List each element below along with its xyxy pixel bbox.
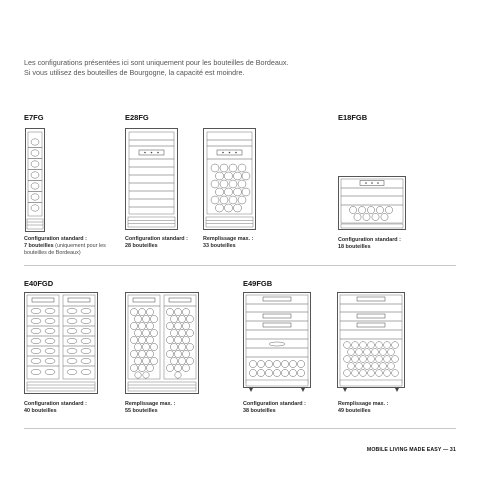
caption-count: 33 bouteilles [203,243,236,249]
fridge-e40fgd-max [125,292,199,394]
caption-label: Remplissage max. : [203,236,254,242]
caption-label: Configuration standard : [338,237,401,243]
fridge-e49fgb-max [337,292,405,396]
model-title-e28fg: E28FG [125,113,149,122]
caption-note-2: bouteilles de Bordeaux) [24,250,81,256]
section-divider-bottom [24,428,456,429]
caption-count: 40 bouteilles [24,408,57,414]
caption-count: 7 bouteilles [24,243,54,249]
intro-text [24,58,289,78]
caption-e40fgd-standard [24,401,87,415]
caption-e49fgb-max [338,401,388,415]
fridge-e7fg-standard [25,128,45,232]
model-title-e49fgb: E49FGB [243,279,273,288]
caption-label: Configuration standard : [243,401,306,407]
caption-count: 49 bouteilles [338,408,371,414]
caption-count: 28 bouteilles [125,243,158,249]
fridge-e18fgb-standard [338,176,406,230]
caption-e18fgb [338,237,401,251]
caption-note: (uniquement pour les [53,243,106,249]
page-footer: MOBILE LIVING MADE EASY — 31 [366,447,456,453]
caption-e7fg [24,236,106,257]
model-title-e40fgd: E40FGD [24,279,54,288]
caption-e28fg-max [203,236,253,250]
caption-e49fgb-standard [243,401,306,415]
fridge-e49fgb-standard [243,292,311,396]
section-divider [24,265,456,266]
intro-line-1: Les configurations présentées ici sont uniquement pour les bouteilles de Bordeaux. [24,58,289,67]
model-title-e7fg: E7FG [24,113,44,122]
fridge-e28fg-standard [125,128,178,230]
fridge-e28fg-max [203,128,256,230]
caption-count: 55 bouteilles [125,408,158,414]
caption-e28fg-standard [125,236,188,250]
caption-label: Configuration standard : [24,236,87,242]
caption-label: Remplissage max. : [125,401,176,407]
caption-label: Configuration standard : [24,401,87,407]
model-title-e18fgb: E18FGB [338,113,368,122]
caption-count: 18 bouteilles [338,244,371,250]
caption-count: 38 bouteilles [243,408,276,414]
caption-label: Remplissage max. : [338,401,389,407]
intro-line-2: Si vous utilisez des bouteilles de Bourgogne, la capacité est moindre. [24,68,245,77]
caption-label: Configuration standard : [125,236,188,242]
fridge-e40fgd-standard [24,292,98,394]
caption-e40fgd-max [125,401,175,415]
